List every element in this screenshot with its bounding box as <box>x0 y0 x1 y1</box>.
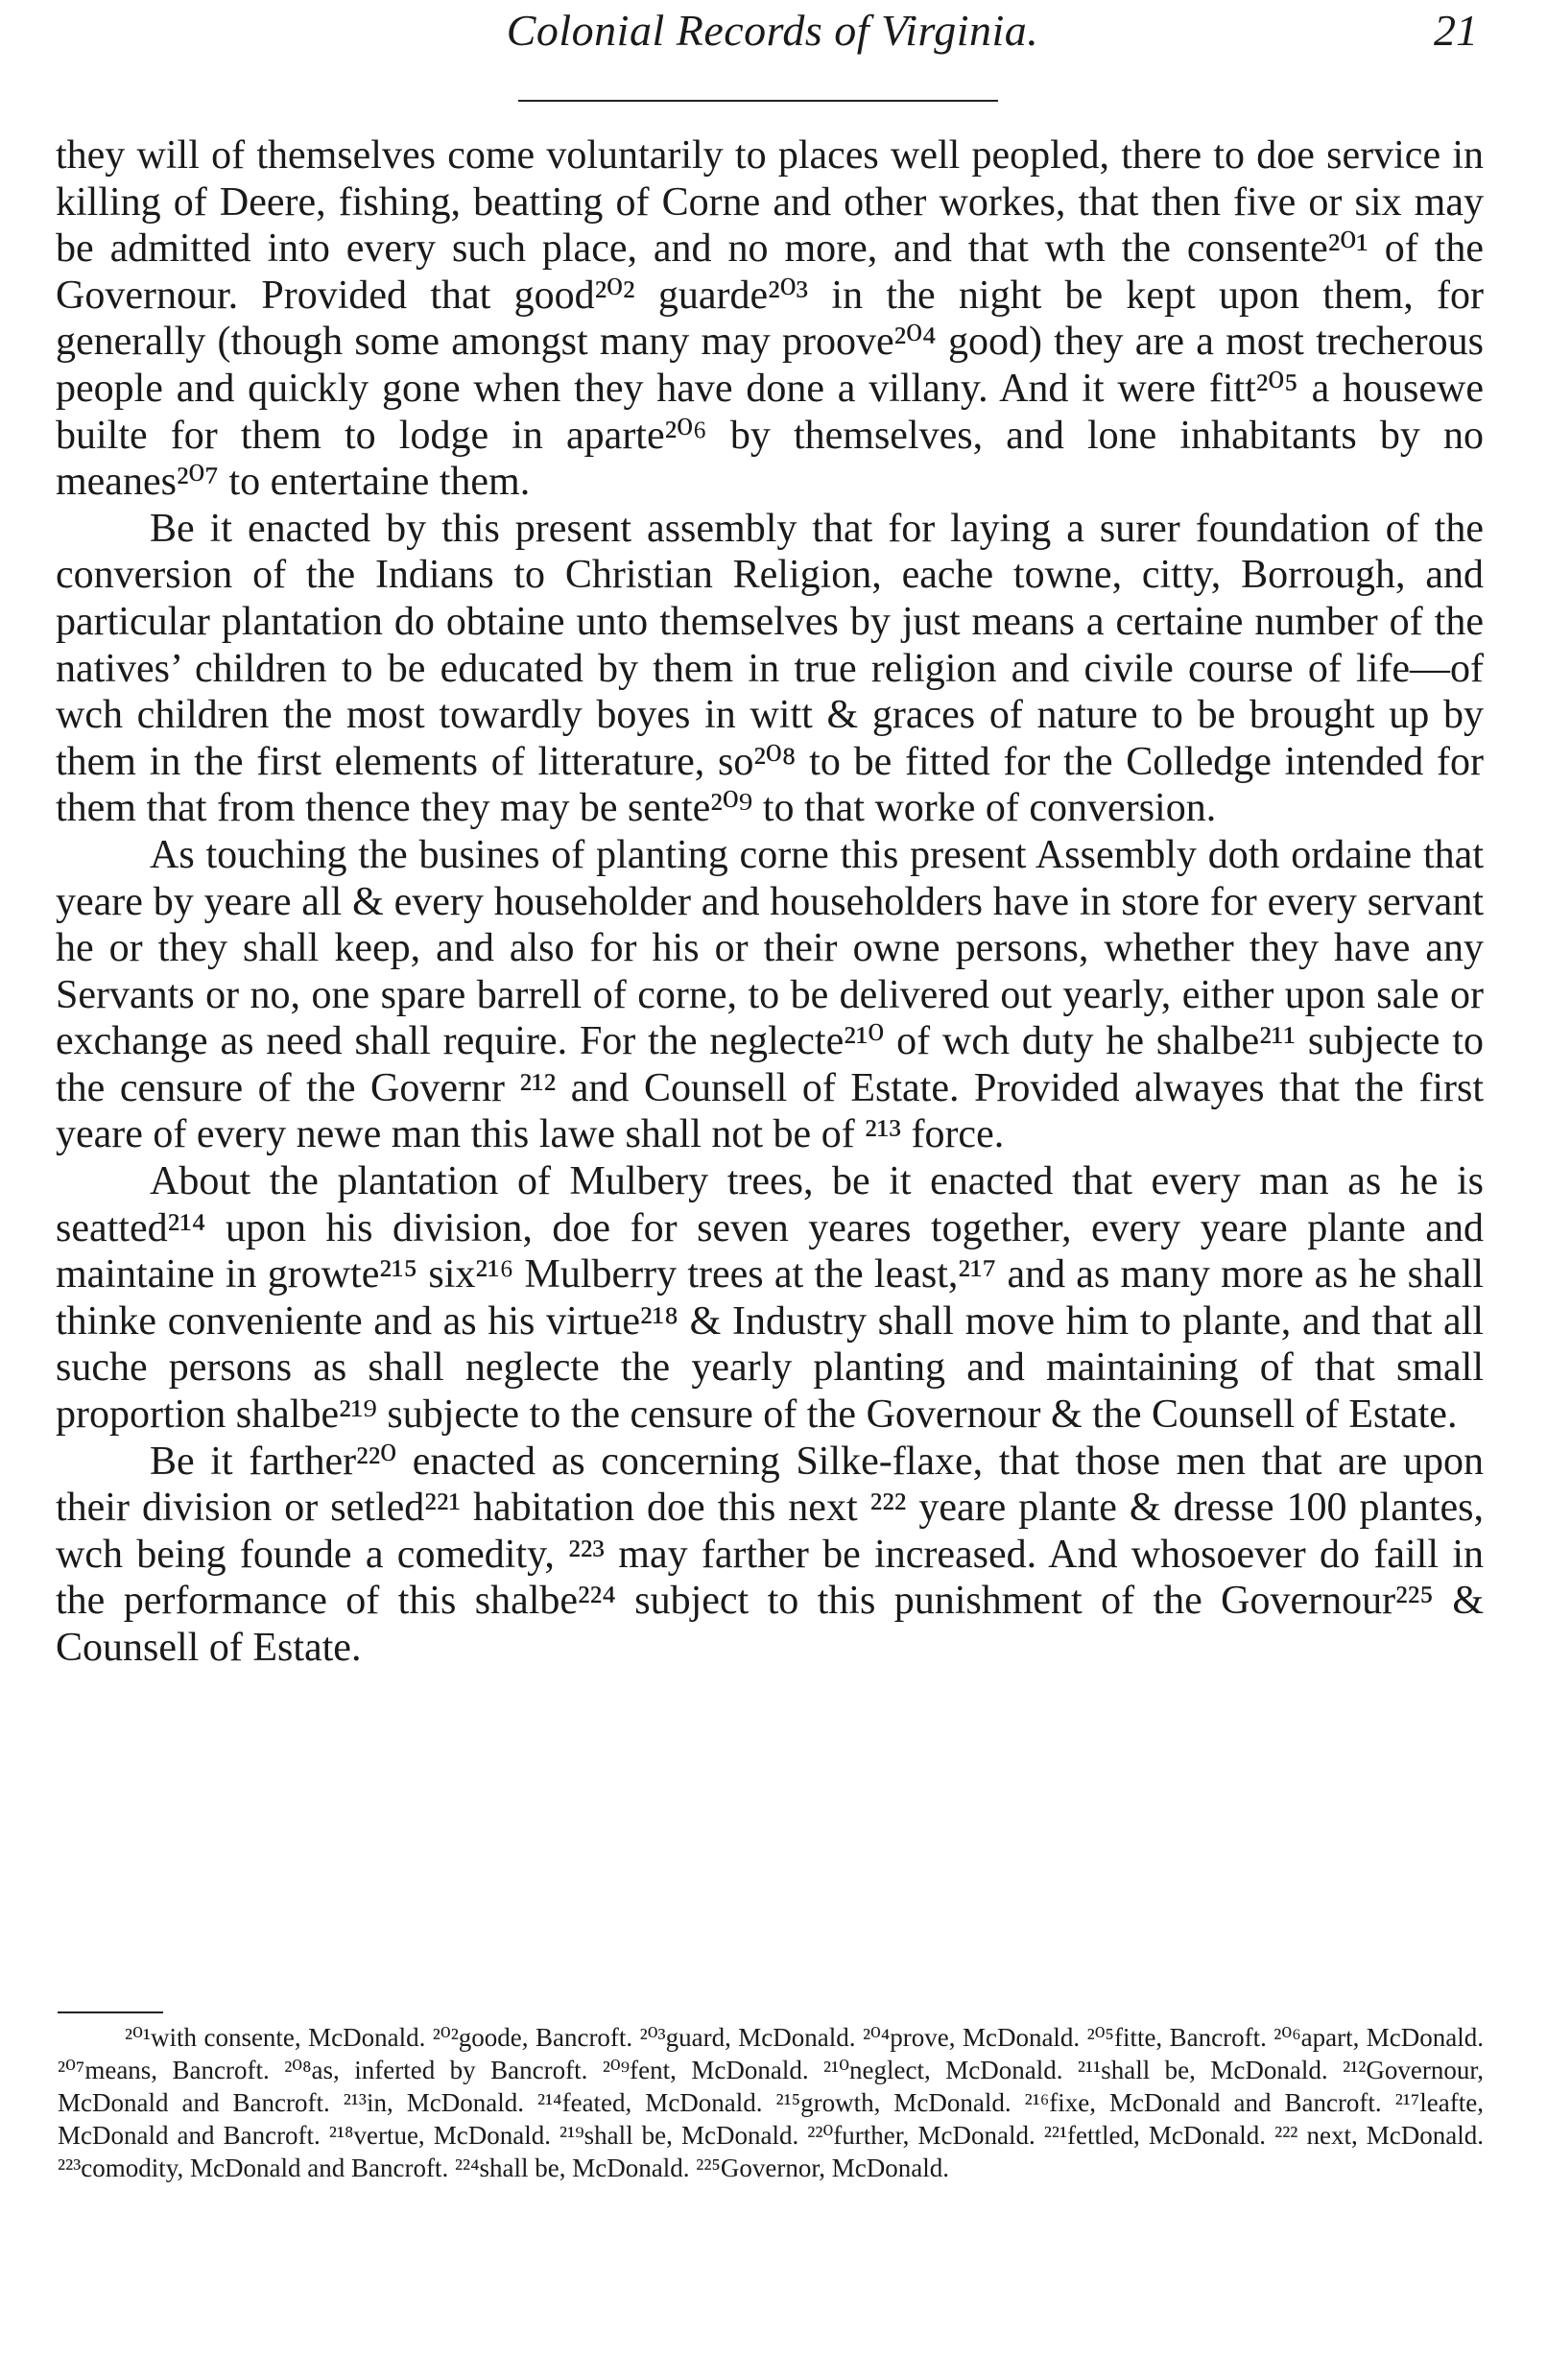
running-head <box>58 2 1488 69</box>
footnotes <box>58 2021 1484 2184</box>
paragraph-2: Be it enacted by this present assembly that for laying a surer foundation of the conversion of the Indians to Christian Religion, eache towne, citty, Borrough, and particular plantation do obtaine unto themselves by just means a certaine number of the natives’ children to be educated by them in true religion and civile course of life—of wch children the most towardly boyes in witt & graces of nature to be brought up by them in the first elements of litterature, so²⁰⁸ to be fitted for the Colledge intended for them that from thence they may be sente²⁰⁹ to that worke of conversion. <box>56 506 1484 831</box>
paragraph-3: As touching the busines of planting corne this present Assembly doth ordaine that yeare by yeare all & every householder and householders have in store for every servant he or they shall keep, and also for his or their owne persons, whether they have any Servants or no, one spare barrell of corne, to be delivered out yearly, either upon sale or exchange as need shall require. For the neglecte²¹⁰ of wch duty he shalbe²¹¹ subjecte to the censure of the Governr ²¹² and Counsell of Estate. Provided alwayes that the first yeare of every newe man this lawe shall not be of ²¹³ force. <box>56 832 1484 1157</box>
footnote-rule <box>58 2011 163 2013</box>
page-number: 21 <box>1434 6 1478 55</box>
paragraph-5: Be it farther²²⁰ enacted as concerning Silke-flaxe, that those men that are upon their division or setled²²¹ habitation doe this next ²²² yeare plante & dresse 100 plantes, wch being founde a comedity, ²²³ may farther be increased. And whosoever do faill in the performance of this shalbe²²⁴ subject to this punishment of the Governour²²⁵ & Counsell of Estate. <box>56 1439 1484 1670</box>
header-rule <box>518 100 998 102</box>
footnote-text: ²⁰¹with consente, McDonald. ²⁰²goode, Bancroft. ²⁰³guard, McDonald. ²⁰⁴prove, McDonald. ²⁰⁵fitte, Bancroft. ²⁰⁶apart, McDonald. ²⁰⁷means, Bancroft. ²⁰⁸as, inferted by Bancroft. ²⁰⁹fent, McDonald. ²¹⁰neglect, McDonald. ²¹¹shall be, McDonald. ²¹²Governour, McDonald and Bancroft. ²¹³in, McDonald. ²¹⁴feated, McDonald. ²¹⁵growth, McDonald. ²¹⁶fixe, McDonald and Bancroft. ²¹⁷leafte, McDonald and Bancroft. ²¹⁸vertue, McDonald. ²¹⁹shall be, McDonald. ²²⁰further, McDonald. ²²¹fettled, McDonald. ²²² next, McDonald. ²²³comodity, McDonald and Bancroft. ²²⁴shall be, McDonald. ²²⁵Governor, McDonald. <box>58 2023 1484 2182</box>
paragraph-1: they will of themselves come voluntarily to places well peopled, there to doe service in killing of Deere, fishing, beatting of Corne and other workes, that then five or six may be admitted into every such place, and no more, and that wth the consente²⁰¹ of the Governour. Provided that good²⁰² guarde²⁰³ in the night be kept upon them, for generally (though some amongst many may proove²⁰⁴ good) they are a most trecherous people and quickly gone when they have done a villany. And it were fitt²⁰⁵ a housewe builte for them to lodge in aparte²⁰⁶ by themselves, and lone inhabitants by no meanes²⁰⁷ to entertaine them. <box>56 133 1484 505</box>
body-text <box>56 132 1484 1672</box>
paragraph-4: About the plantation of Mulbery trees, be it enacted that every man as he is seatted²¹⁴ upon his division, doe for seven yeares together, every yeare plante and maintaine in growte²¹⁵ six²¹⁶ Mulberry trees at the least,²¹⁷ and as many more as he shall thinke conveniente and as his virtue²¹⁸ & Industry shall move him to plante, and that all suche persons as shall neglecte the yearly planting and maintaining of that small proportion shalbe²¹⁹ subjecte to the censure of the Governour & the Counsell of Estate. <box>56 1159 1484 1438</box>
running-title: Colonial Records of Virginia. <box>506 6 1039 55</box>
